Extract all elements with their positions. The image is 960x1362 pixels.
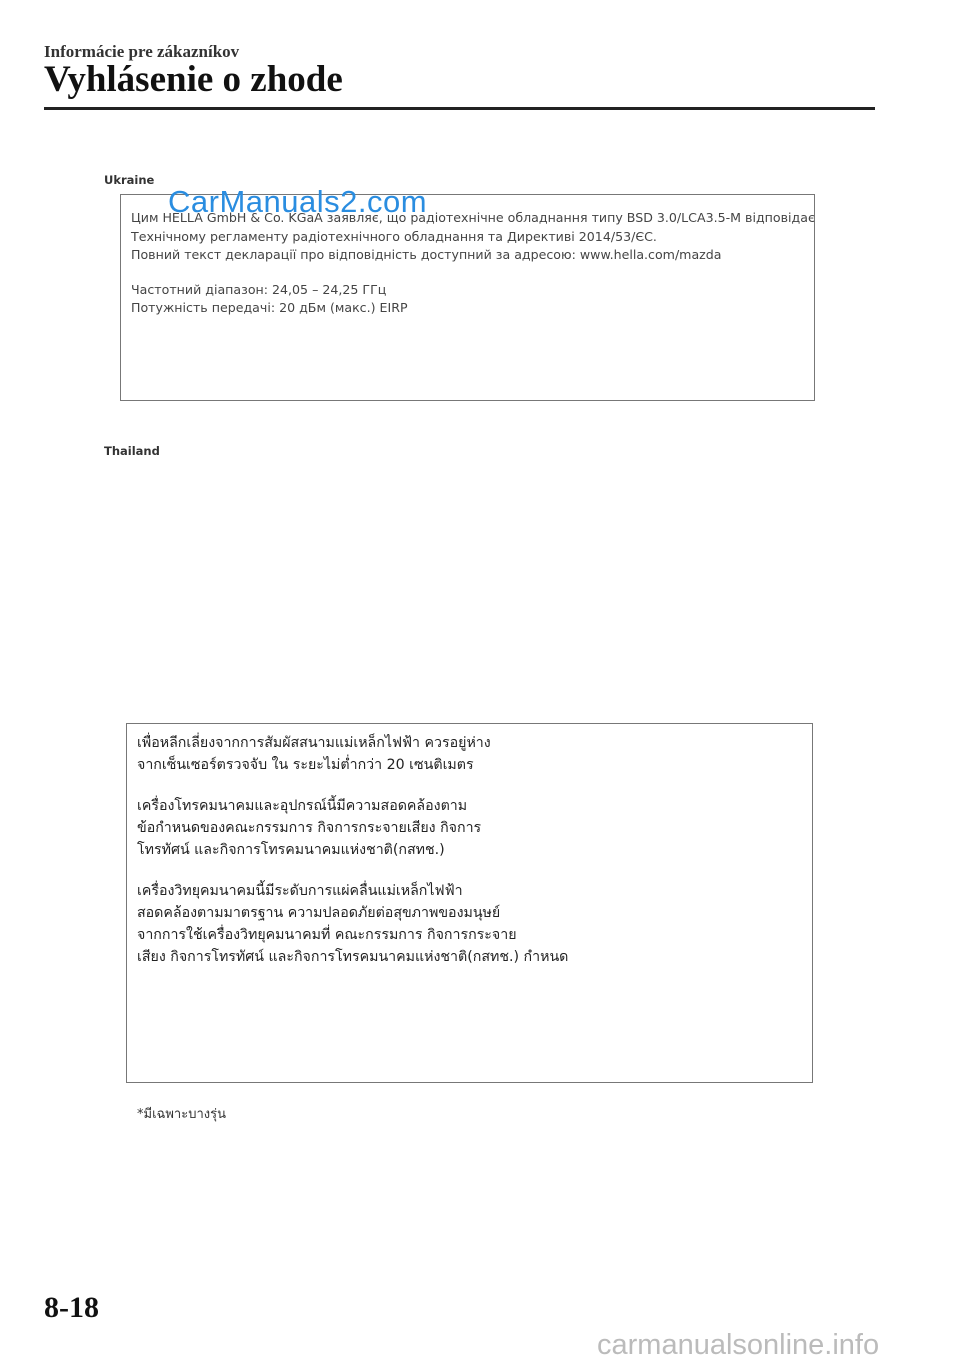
thailand-footnote: *มีเฉพาะบางรุ่น xyxy=(137,1107,226,1122)
thailand-text-line: เครื่องวิทยุคมนาคมนี้มีระดับการแผ่คลื่นแม่เหล็กไฟฟ้า xyxy=(137,883,463,899)
thailand-text-line: จากการใช้เครื่องวิทยุคมนาคมที่ คณะกรรมการ กิจการกระจาย xyxy=(137,927,517,943)
ukraine-text-line: Частотний діапазон: 24,05 – 24,25 ГГц xyxy=(131,281,387,297)
thailand-text-line: ข้อกำหนดของคณะกรรมการ กิจการกระจายเสียง กิจการ xyxy=(137,820,482,836)
country-label-ukraine: Ukraine xyxy=(104,173,155,187)
page-number: 8-18 xyxy=(44,1291,99,1324)
ukraine-declaration-box xyxy=(120,194,815,401)
footer-watermark: carmanualsonline.info xyxy=(597,1329,880,1361)
country-label-thailand: Thailand xyxy=(104,444,160,458)
page-title: Vyhlásenie o zhode xyxy=(44,59,343,100)
ukraine-text-line: Потужність передачі: 20 дБм (макс.) EIRP xyxy=(131,300,408,315)
site-watermark: CarManuals2.com xyxy=(168,184,428,219)
thailand-text-line: สอดคล้องตามมาตรฐาน ความปลอดภัยต่อสุขภาพของมนุษย์ xyxy=(137,905,501,921)
thailand-text-line: เสียง กิจการโทรทัศน์ และกิจการโทรคมนาคมแห่งชาติ(กสทช.) กำหนด xyxy=(137,949,569,965)
thailand-text-line: เพื่อหลีกเลี่ยงจากการสัมผัสสนามแม่เหล็กไฟฟ้า ควรอยู่ห่าง xyxy=(137,735,491,751)
thailand-text-line: จากเซ็นเซอร์ตรวจจับ ใน ระยะไม่ต่ำกว่า 20 เซนติเมตร xyxy=(137,757,474,773)
ukraine-text-line: Повний текст декларації про відповідність доступний за адресою: www.hella.com/mazda xyxy=(131,247,722,262)
thailand-text-line: เครื่องโทรคมนาคมและอุปกรณ์นี้มีความสอดคล้องตาม xyxy=(137,798,468,814)
thailand-declaration-box xyxy=(126,723,813,1083)
ukraine-text-line: Цим HELLA GmbH & Co. KGaA заявляє, що радіотехнічне обладнання типу BSD 3.0/LCA3.5-M відповідає xyxy=(131,210,815,225)
section-label: Informácie pre zákazníkov xyxy=(44,42,240,61)
title-rule xyxy=(44,107,875,110)
ukraine-text-line: Технічному регламенту радіотехнічного обладнання та Директиві 2014/53/ЄС. xyxy=(131,228,657,244)
thailand-text-line: โทรทัศน์ และกิจการโทรคมนาคมแห่งชาติ(กสทช.) xyxy=(137,842,445,858)
